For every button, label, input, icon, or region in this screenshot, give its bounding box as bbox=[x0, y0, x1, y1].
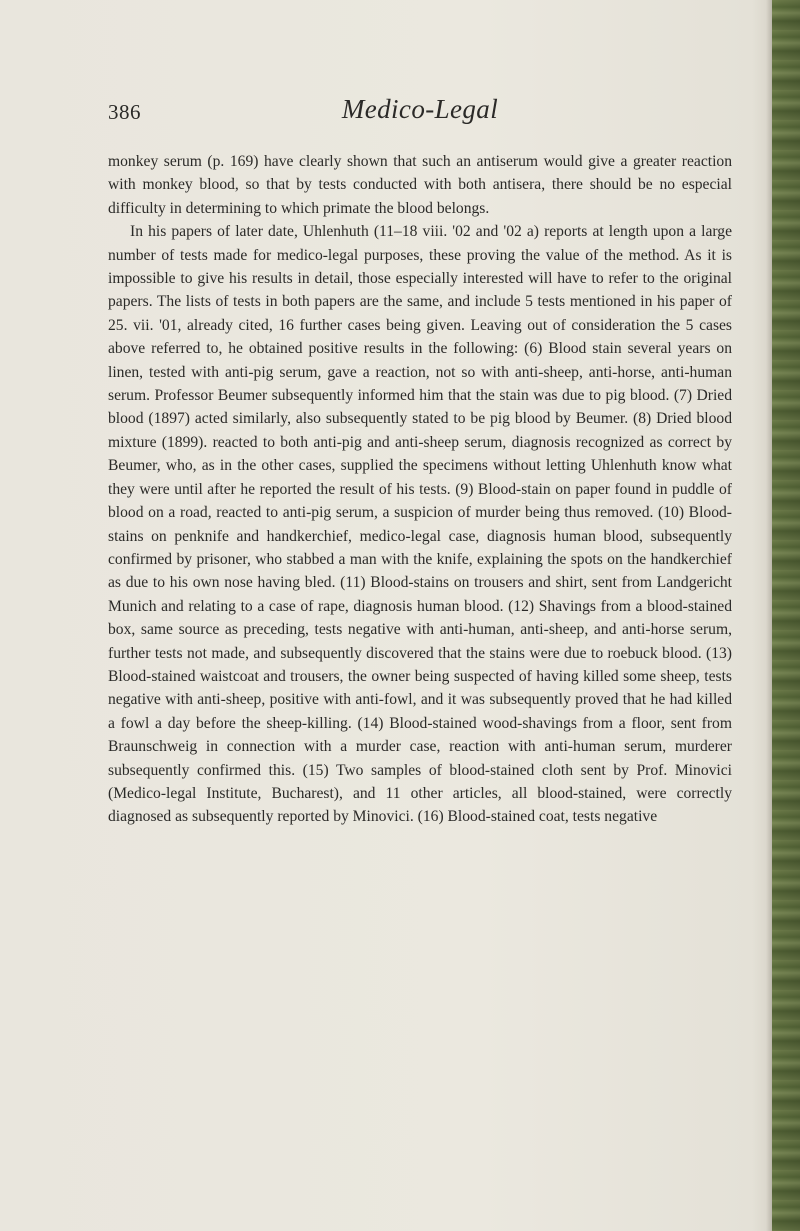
paragraph-continued: monkey serum (p. 169) have clearly shown that such an antiserum would give a greater reaction with monkey blood, so that by tests conducted with both antisera, there should be no especial difficulty in determining to which primate the blood belongs. bbox=[108, 153, 732, 217]
book-binding-edge bbox=[772, 0, 800, 1231]
page-number: 386 bbox=[108, 100, 141, 124]
running-title: Medico-Legal bbox=[341, 94, 499, 124]
paragraph-uhlenhuth-tests: In his papers of later date, Uhlenhuth (11–18 viii. '02 and '02 a) reports at length upon a large number of tests made for medico-legal purposes, these proving the value of the method. As it is impossible to give his results in detail, those especially interested will have to refer to the original papers. The lists of tests in both papers are the same, and include 5 tests mentioned in his paper of 25. vii. '01, already cited, 16 further cases being given. Leaving out of consideration the 5 cases above referred to, he obtained positive results in the following: (6) Blood stain several years on linen, tested with anti-pig serum, gave a reaction, not so with anti-sheep, anti-horse, anti-human serum. Professor Beumer subsequently informed him that the stain was due to pig blood. (7) Dried blood (1897) acted similarly, also subsequently stated to be pig blood by Beumer. (8) Dried blood mixture (1899). reacted to both anti-pig and anti-sheep serum, diagnosis recognized as correct by Beumer, who, as in the other cases, supplied the specimens without letting Uhlenhuth know what they were until after he reported the result of his tests. (9) Blood-stain on paper found in puddle of blood on a road, reacted to anti-pig serum, a suspicion of murder being thus removed. (10) Blood-stains on penknife and handkerchief, medico-legal case, diagnosis human blood, subsequently confirmed by prisoner, who stabbed a man with the knife, explaining the spots on the handkerchief as due to his own nose having bled. (11) Blood-stains on trousers and shirt, sent from Landgericht Munich and relating to a case of rape, diagnosis human blood. (12) Shavings from a blood-stained box, same source as preceding, tests negative with anti-human, anti-sheep, and anti-horse serum, further tests not made, and subsequently discovered that the stains were due to roebuck blood. (13) Blood-stained waistcoat and trousers, the owner being suspected of having killed some sheep, tests negative with anti-sheep, positive with anti-fowl, and it was subsequently proved that he had killed a fowl a day before the sheep-killing. (14) Blood-stained wood-shavings from a floor, sent from Braunschweig in connection with a murder case, reaction with anti-human serum, murderer subsequently confirmed this. (15) Two samples of blood-stained cloth sent by Prof. Minovici (Medico-legal Institute, Bucharest), and 11 other articles, all blood-stained, were correctly diagnosed as subsequently reported by Minovici. (16) Blood-stained coat, tests negative bbox=[108, 223, 732, 826]
page-header bbox=[108, 94, 732, 134]
body-text bbox=[108, 150, 732, 829]
